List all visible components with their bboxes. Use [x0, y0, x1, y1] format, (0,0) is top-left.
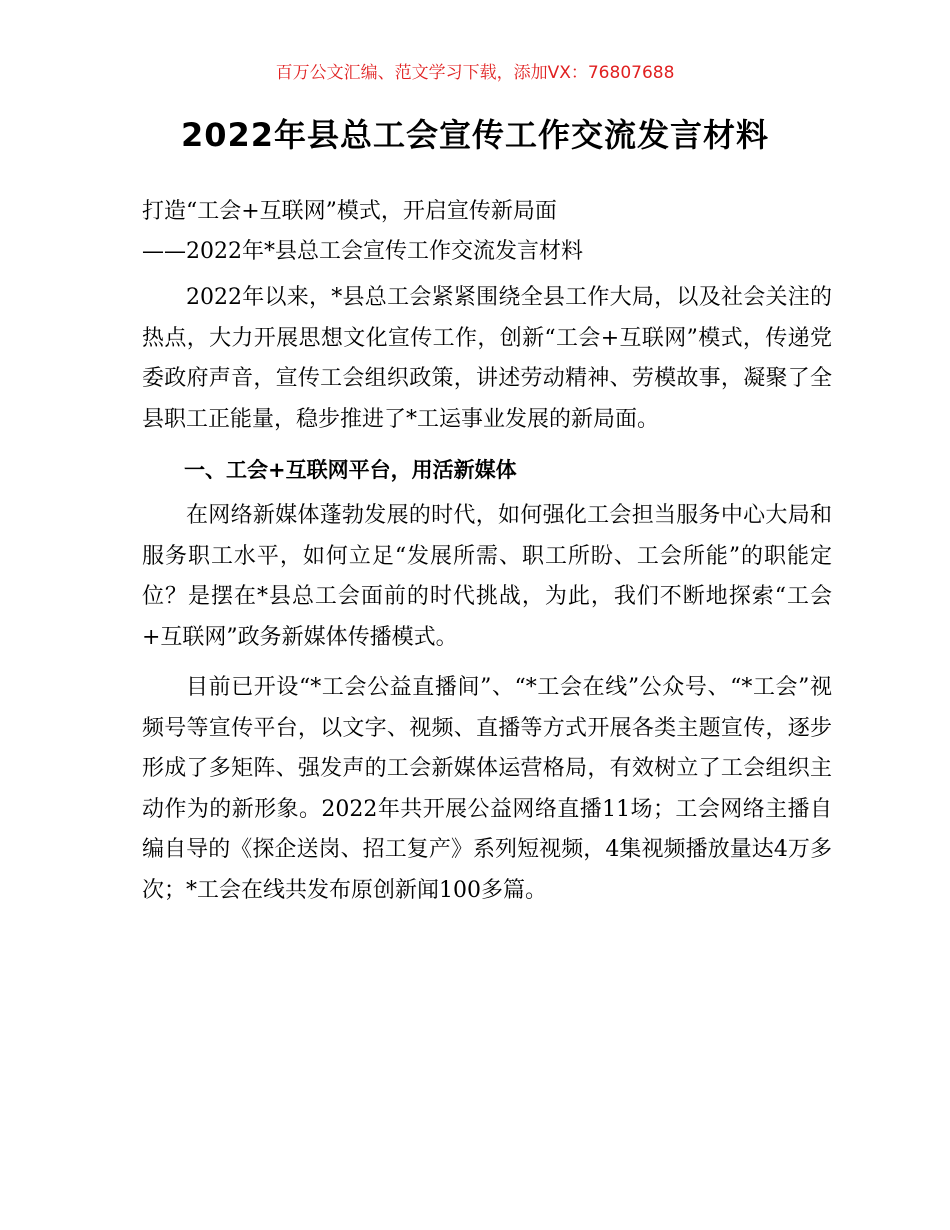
document-title: 2022年县总工会宣传工作交流发言材料	[180, 116, 770, 154]
paragraph-body: 在网络新媒体蓬勃发展的时代，如何强化工会担当服务中心大局和服务职工水平，如何立足“发展所需、职工所盼、工会所能”的职能定位？是摆在*县总工会面前的时代挑战，为此，我们不断地探索“工会+互联网”政务新媒体传播模式。	[142, 503, 832, 650]
document-body	[142, 192, 832, 921]
subtitle-line-2: ——2022年*县总工会宣传工作交流发言材料	[142, 239, 583, 264]
paragraph-body: 目前已开设“*工会公益直播间”、“*工会在线”公众号、“*工会”视频号等宣传平台，以文字、视频、直播等方式开展各类主题宣传，逐步形成了多矩阵、强发声的工会新媒体运营格局，有效树立了工会组织主动作为的新形象。2022年共开展公益网络直播11场；工会网络主播自编自导的《探企送岗、招工复产》系列短视频，4集视频播放量达4万多次；*工会在线共发布原创新闻100多篇。	[142, 675, 832, 903]
section-heading: 一、工会+互联网平台，用活新媒体	[184, 458, 517, 482]
paragraph-intro: 2022年以来，*县总工会紧紧围绕全县工作大局，以及社会关注的热点，大力开展思想文化宣传工作，创新“工会+互联网”模式，传递党委政府声音，宣传工会组织政策，讲述劳动精神、劳模故事，凝聚了全县职工正能量，稳步推进了*工运事业发展的新局面。	[142, 285, 832, 432]
subtitle-line-1: 打造“工会+互联网”模式，开启宣传新局面	[142, 199, 557, 224]
watermark-header: 百万公文汇编、范文学习下载，添加VX：76807688	[275, 63, 675, 83]
